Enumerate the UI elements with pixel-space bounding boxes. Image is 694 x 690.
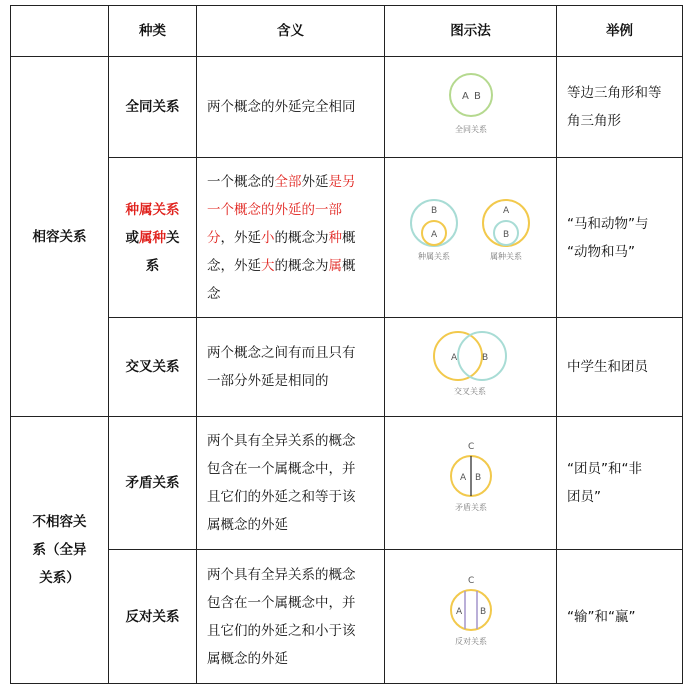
row-contrary	[11, 550, 683, 684]
relation-name: 全同关系	[109, 57, 197, 158]
header-example: 举例	[557, 6, 683, 57]
contradictory-diagram	[431, 438, 511, 518]
diagram-caption: 反对关系	[454, 636, 487, 646]
header-type: 种类	[109, 6, 197, 57]
svg-text:A: A	[502, 205, 509, 216]
diagram-caption: 交叉关系	[453, 387, 486, 396]
diagram-cell	[385, 57, 557, 158]
svg-text:A: A	[455, 606, 462, 617]
row-contradictory	[11, 417, 683, 550]
contrary-diagram	[431, 572, 511, 652]
example-cell: 中学生和团员	[557, 318, 683, 417]
svg-text:A: A	[459, 473, 466, 483]
diagram-caption: 全同关系	[454, 125, 487, 134]
svg-text:B: B	[430, 205, 437, 216]
diagram-caption: 矛盾关系	[454, 503, 487, 512]
relation-name: 矛盾关系	[109, 417, 197, 550]
header-meaning: 含义	[197, 6, 385, 57]
group-compatible: 相容关系	[11, 57, 109, 417]
identity-diagram	[431, 62, 511, 142]
svg-text:A: A	[461, 91, 469, 102]
svg-text:A: A	[430, 229, 437, 240]
diagram-cell	[385, 318, 557, 417]
genus-diagram	[396, 193, 546, 273]
row-identity	[11, 57, 683, 158]
relation-name: 反对关系	[109, 550, 197, 684]
header-row	[11, 6, 683, 57]
svg-text:B: B	[474, 473, 481, 483]
relation-meaning: 两个概念之间有而且只有 一部分外延是相同的	[197, 318, 385, 417]
diagram-cell	[385, 158, 557, 318]
relation-meaning: 两个具有全异关系的概念 包含在一个属概念中，并 且它们的外延之和等于该 属概念的外延	[197, 417, 385, 550]
svg-text:B: B	[479, 606, 486, 617]
svg-text:B: B	[473, 91, 481, 102]
logic-relations-table	[10, 5, 683, 684]
svg-text:B: B	[481, 353, 488, 363]
row-intersect	[11, 318, 683, 417]
relation-name: 种属关系 或属种关 系	[109, 158, 197, 318]
example-cell: “输”和“赢”	[557, 550, 683, 684]
example-cell: “马和动物”与 “动物和马”	[557, 158, 683, 318]
relation-meaning: 两个具有全异关系的概念 包含在一个属概念中，并 且它们的外延之和小于该 属概念的外延	[197, 550, 385, 684]
svg-text:C: C	[467, 575, 474, 586]
intersect-diagram	[416, 322, 526, 402]
row-genus	[11, 158, 683, 318]
example-cell: 等边三角形和等 角三角形	[557, 57, 683, 158]
svg-text:A: A	[450, 353, 457, 363]
relation-meaning: 两个概念的外延完全相同	[197, 57, 385, 158]
svg-text:C: C	[467, 442, 474, 452]
example-cell: “团员”和“非 团员”	[557, 417, 683, 550]
diagram-cell	[385, 417, 557, 550]
header-blank	[11, 6, 109, 57]
relation-name: 交叉关系	[109, 318, 197, 417]
group-incompatible: 不相容关 系（全异 关系）	[11, 417, 109, 684]
diagram-cell	[385, 550, 557, 684]
diagram-caption: 种属关系	[417, 251, 450, 261]
svg-text:B: B	[502, 229, 509, 240]
header-diagram: 图示法	[385, 6, 557, 57]
diagram-caption: 属种关系	[489, 251, 522, 261]
relation-meaning: 一个概念的全部外延是另 一个概念的外延的一部 分，外延小的概念为种概 念，外延大的概念为属概 念	[197, 158, 385, 318]
